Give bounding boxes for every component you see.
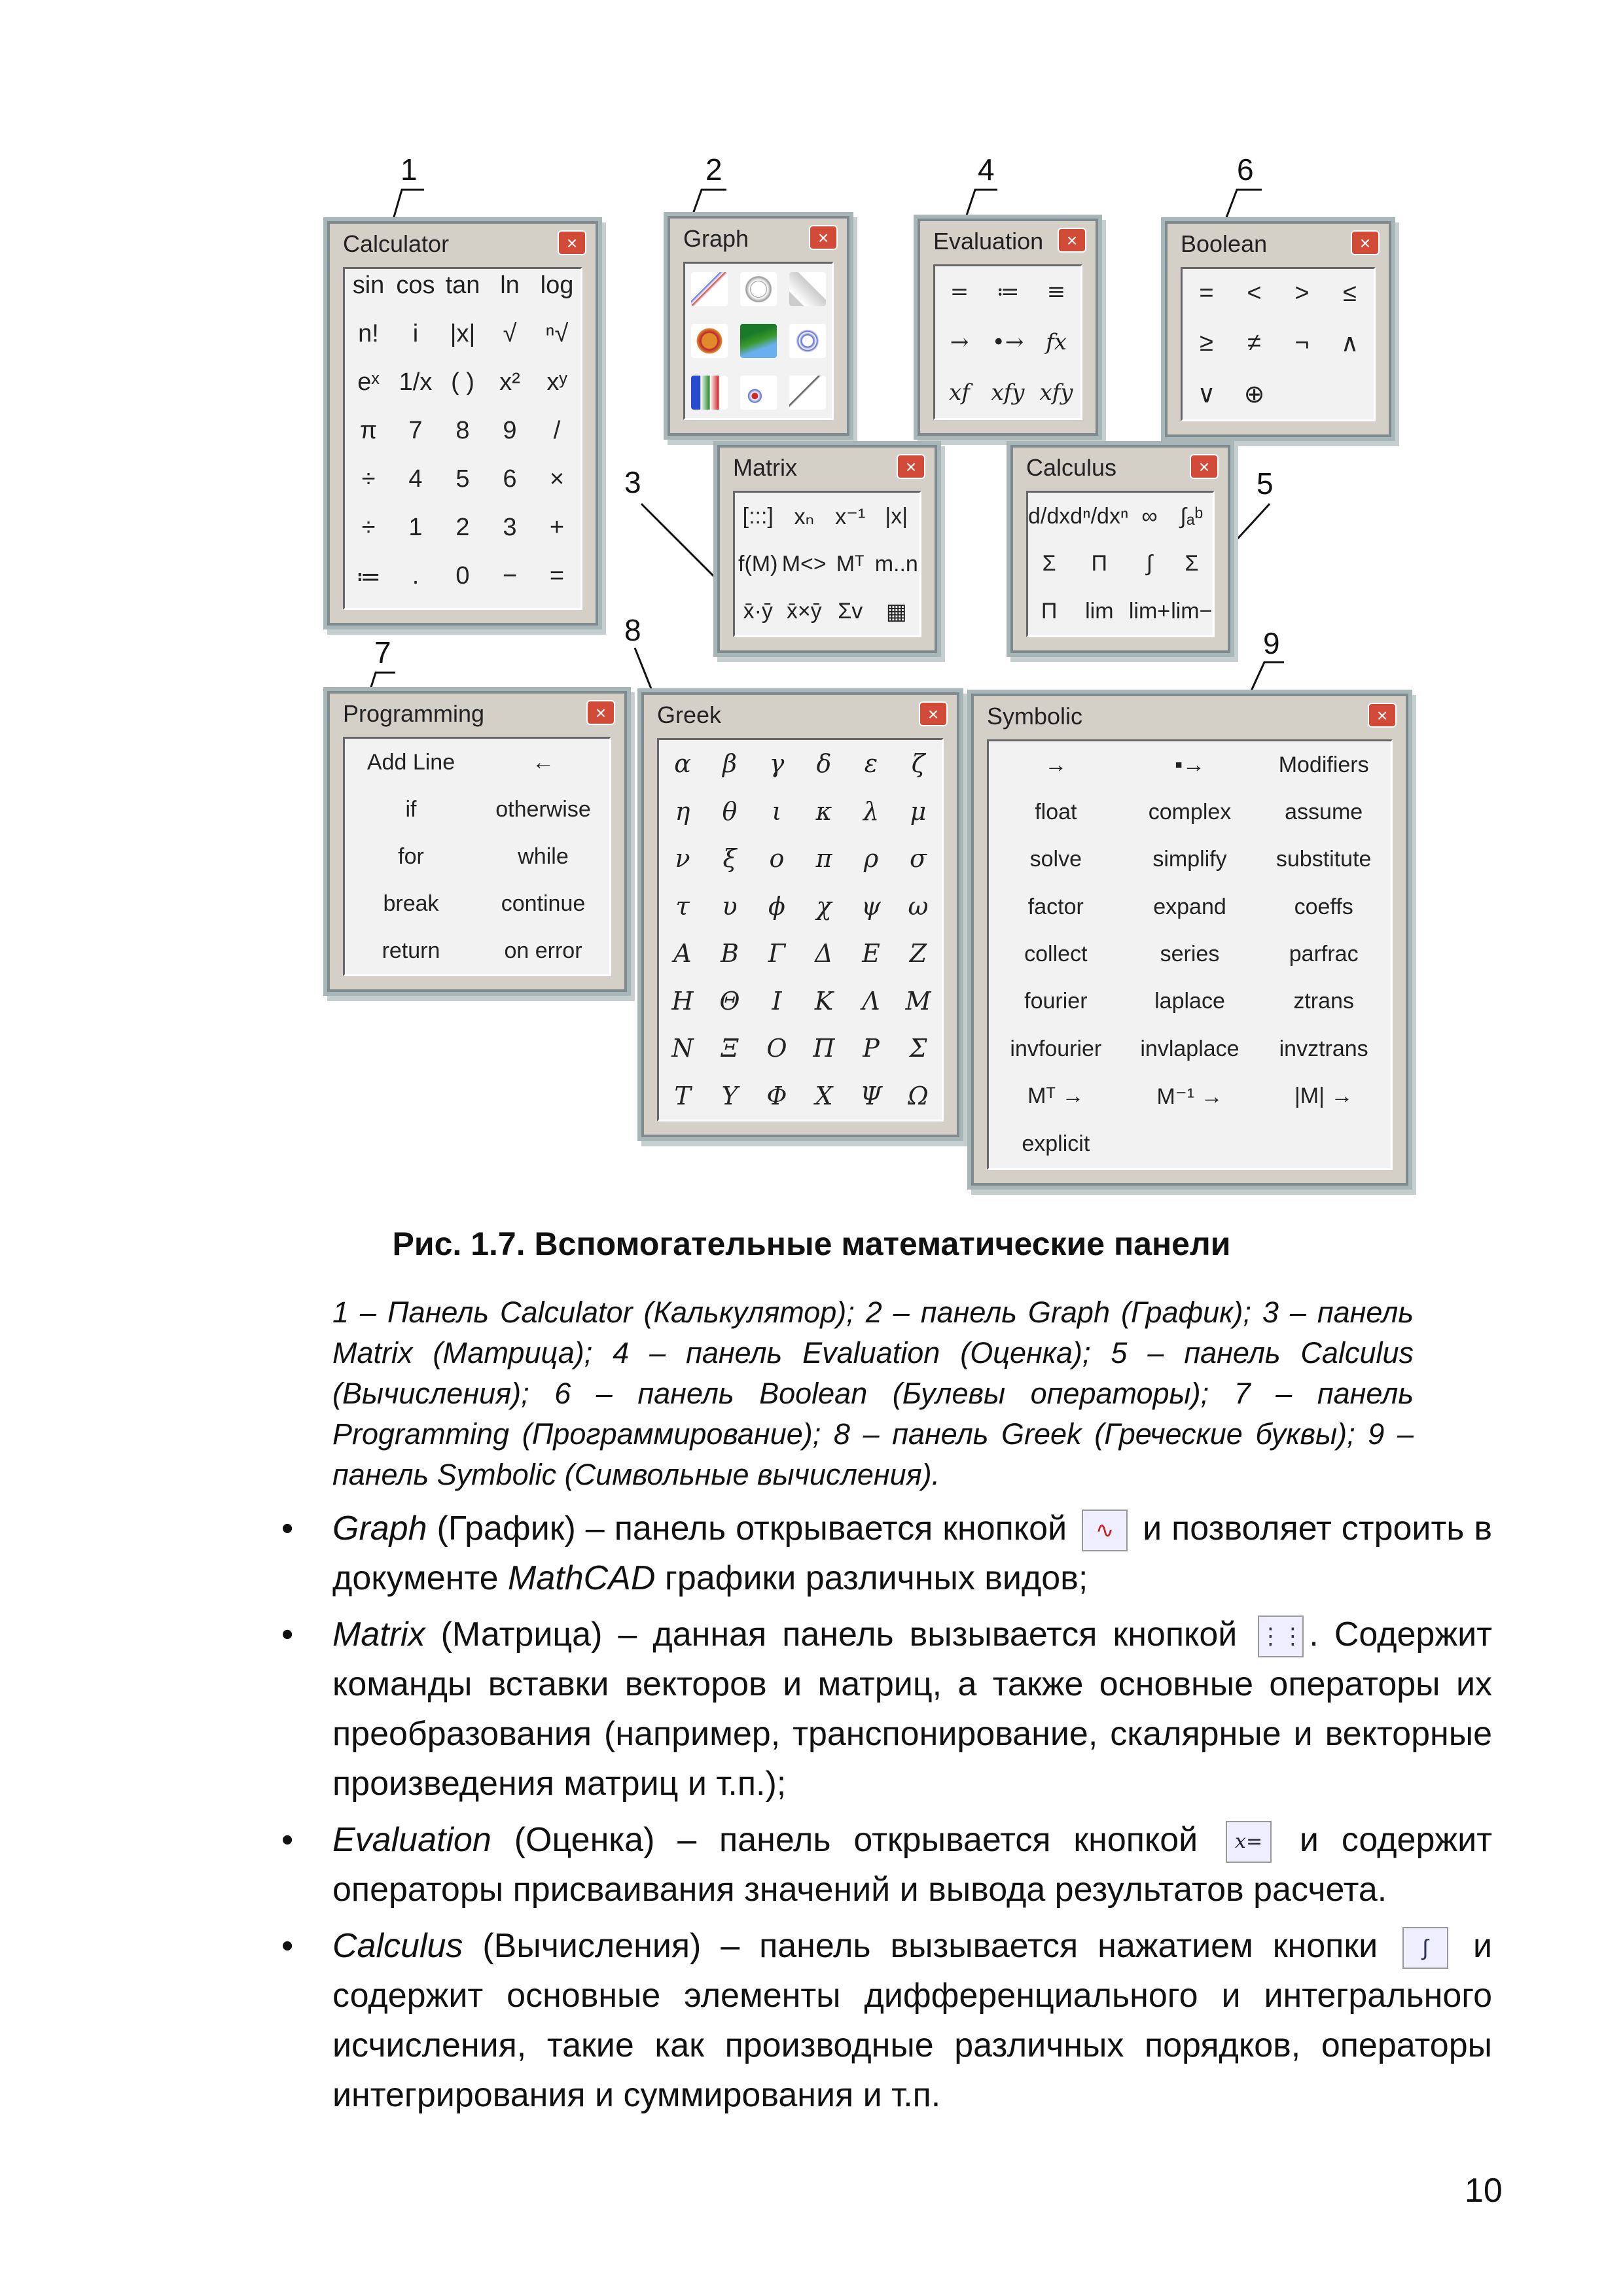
bool-key[interactable]: = <box>1199 279 1214 308</box>
programming-panel <box>327 691 627 992</box>
callout-5: 5 <box>1257 467 1274 501</box>
calc-key[interactable]: cos <box>396 272 435 299</box>
bullet-graph-text2: и позволяет строить в документе <box>332 1510 1492 1597</box>
eval-key[interactable]: = <box>950 278 969 305</box>
calculus-titlebar[interactable] <box>1013 448 1228 486</box>
prog-key[interactable]: for <box>398 843 424 869</box>
greek-key[interactable]: τ <box>675 891 690 921</box>
calc-key[interactable]: − <box>502 562 518 590</box>
evaluation-toolbar-icon: x= <box>1226 1821 1272 1863</box>
bool-key[interactable]: ≥ <box>1200 329 1213 357</box>
sym-key[interactable]: collect <box>1024 941 1088 966</box>
bullet-calculus <box>268 1921 1492 2120</box>
calc-key[interactable]: ln <box>500 272 520 299</box>
vector-field-icon[interactable] <box>789 324 826 358</box>
calc-key[interactable]: 5 <box>455 465 470 493</box>
sym-key[interactable]: fourier <box>1024 989 1088 1014</box>
calc-key[interactable]: 2 <box>455 514 470 541</box>
greek-title: Greek <box>657 701 722 728</box>
greek-key[interactable]: ξ <box>722 844 737 874</box>
scatter-plot-icon[interactable] <box>740 376 777 410</box>
page-number: 10 <box>1465 2172 1503 2210</box>
sym-key[interactable]: laplace <box>1154 989 1225 1014</box>
eval-key[interactable]: ≡ <box>1046 278 1066 305</box>
calculus-close-button[interactable]: × <box>1190 454 1219 479</box>
bullet-graph-term: Graph <box>332 1510 427 1547</box>
evaluation-panel <box>918 219 1098 436</box>
matrix-key[interactable]: ▦ <box>885 599 907 624</box>
symbolic-titlebar[interactable] <box>974 696 1406 734</box>
greek-key[interactable]: ε <box>864 749 878 779</box>
callout-7: 7 <box>374 635 391 669</box>
bullet-evaluation-text: (Оценка) – панель открывается кнопкой <box>491 1821 1198 1859</box>
calc-key[interactable]: 6 <box>503 465 517 493</box>
symbolic-close-button[interactable]: × <box>1368 703 1397 728</box>
matrix-keys <box>733 491 921 637</box>
greek-key[interactable]: υ <box>722 891 738 921</box>
calculus-key[interactable]: Σ <box>1185 551 1199 576</box>
greek-key[interactable]: β <box>722 749 737 779</box>
calc-key[interactable]: x² <box>499 368 520 396</box>
greek-key[interactable]: κ <box>815 796 832 826</box>
calc-key[interactable]: 0 <box>455 562 470 590</box>
prog-key[interactable]: on error <box>504 938 582 963</box>
greek-key[interactable]: Ρ <box>863 1034 880 1063</box>
bullet-matrix <box>268 1610 1492 1809</box>
sym-key[interactable]: complex <box>1148 799 1232 824</box>
sym-key[interactable]: solve <box>1029 847 1082 872</box>
greek-key[interactable]: Χ <box>815 1081 833 1110</box>
greek-key[interactable]: Ω <box>908 1081 929 1110</box>
matrix-key[interactable]: Mᵀ <box>836 551 865 576</box>
boolean-close-button[interactable]: × <box>1351 230 1380 255</box>
bool-key[interactable]: ⊕ <box>1243 380 1265 408</box>
calc-key[interactable]: π <box>359 417 378 444</box>
sym-key[interactable]: explicit <box>1022 1131 1090 1157</box>
calculator-keys <box>343 267 582 610</box>
programming-keys <box>343 737 611 976</box>
bullet-calculus-text: (Вычисления) – панель вызывается нажатием кнопки <box>463 1927 1378 1965</box>
greek-key[interactable]: ψ <box>861 891 881 921</box>
matrix-key[interactable]: |x| <box>885 504 908 529</box>
bullet-matrix-text2: . Содержит команды вставки векторов и матриц, а также основные операторы их преобразования (например, транспонирование, скалярные и векторные произведения матриц и т.п.); <box>332 1616 1493 1803</box>
matrix-key[interactable]: m..n <box>874 551 918 576</box>
graph-titlebar[interactable] <box>670 219 847 256</box>
calculus-key[interactable]: ∫ₐᵇ <box>1180 503 1204 529</box>
boolean-titlebar[interactable] <box>1168 224 1389 262</box>
eval-key[interactable]: xfy <box>991 380 1025 406</box>
sym-key[interactable]: expand <box>1153 894 1226 919</box>
calc-key[interactable]: sin <box>352 272 385 299</box>
calc-key[interactable]: n! <box>358 320 379 347</box>
figure-caption: Рис. 1.7. Вспомогательные математические панели <box>392 1226 1231 1262</box>
calculus-title: Calculus <box>1026 454 1117 481</box>
greek-key[interactable]: Λ <box>862 986 880 1016</box>
greek-key[interactable]: Τ <box>674 1081 691 1110</box>
greek-key[interactable]: θ <box>722 796 738 826</box>
symbolic-title: Symbolic <box>987 703 1083 730</box>
calculus-key[interactable]: Π <box>1091 551 1108 576</box>
calculus-key[interactable]: lim+ <box>1128 599 1171 624</box>
matrix-key[interactable]: xₙ <box>794 504 815 529</box>
calc-key[interactable]: ⁿ√ <box>545 320 569 347</box>
prog-key[interactable]: break <box>383 891 439 916</box>
calc-key[interactable]: 1/x <box>399 368 433 396</box>
sym-key[interactable]: invlaplace <box>1140 1036 1240 1061</box>
calc-key[interactable]: . <box>412 562 419 590</box>
calc-key[interactable]: xʸ <box>546 368 567 396</box>
calc-key[interactable]: |x| <box>450 320 476 347</box>
graph-toolbar-icon: ∿ <box>1082 1510 1128 1551</box>
greek-key[interactable]: Α <box>673 939 692 968</box>
bool-key[interactable]: ∨ <box>1197 380 1216 408</box>
bullet-graph-app: MathCAD <box>508 1559 656 1597</box>
sym-key[interactable]: float <box>1035 799 1077 824</box>
3d-bar-icon[interactable] <box>691 376 728 410</box>
greek-key[interactable]: ν <box>675 844 690 874</box>
calculus-key[interactable]: lim− <box>1171 599 1213 624</box>
sym-key[interactable]: M⁻¹ → <box>1156 1084 1223 1109</box>
bullet-evaluation-term: Evaluation <box>332 1821 491 1859</box>
greek-key[interactable]: Ε <box>862 939 880 968</box>
leader-3 <box>641 504 726 589</box>
greek-key[interactable]: δ <box>816 749 832 779</box>
sym-key[interactable]: parfrac <box>1289 941 1359 966</box>
sym-key[interactable]: simplify <box>1152 847 1227 872</box>
figure-legend: 1 – Панель Calculator (Калькулятор); 2 – панель Graph (График); 3 – панель Matrix (Матрица); 4 – панель Evaluation (Оценка); 5 – панель Calculus (Вычисления); 6 – панель Boolean (Булевы операторы); 7 – панель Programming (Программирование); 8 – панель Greek (Греческие буквы); 9 – панель Symbolic (Символьные вычисления). <box>332 1296 1414 1491</box>
surface-plot-icon[interactable] <box>789 272 826 306</box>
bool-key[interactable]: < <box>1247 279 1262 308</box>
eval-key[interactable]: → <box>950 328 969 355</box>
graph-panel <box>668 216 849 436</box>
bullet-evaluation-text2: и содержит операторы присваивания значений и вывода результатов расчета. <box>332 1821 1493 1909</box>
greek-key[interactable]: Θ <box>719 986 740 1016</box>
calc-key[interactable]: / <box>553 417 561 444</box>
bullet-graph-text: (График) – панель открывается кнопкой <box>427 1510 1067 1547</box>
bool-key[interactable]: > <box>1294 279 1310 308</box>
calc-key[interactable]: × <box>549 465 565 493</box>
greek-key[interactable]: ρ <box>863 844 879 874</box>
greek-close-button[interactable]: × <box>919 701 948 726</box>
evaluation-titlebar[interactable] <box>920 221 1096 259</box>
bullet-dot: • <box>281 1821 294 1859</box>
greek-titlebar[interactable] <box>644 695 957 733</box>
calc-key[interactable]: 4 <box>408 465 423 493</box>
callout-8: 8 <box>624 613 641 647</box>
matrix-key[interactable]: x⁻¹ <box>835 504 866 529</box>
greek-key[interactable]: Ν <box>671 1034 694 1063</box>
greek-panel <box>641 692 959 1137</box>
prog-key[interactable]: Add Line <box>366 749 455 775</box>
programming-titlebar[interactable] <box>330 694 624 732</box>
bullet-graph-text3: графики различных видов; <box>664 1559 1088 1597</box>
calculator-titlebar[interactable] <box>330 224 596 262</box>
contour-plot-icon[interactable] <box>691 324 728 358</box>
calculus-panel <box>1010 445 1230 653</box>
graph-close-button[interactable]: × <box>809 225 838 250</box>
calc-key[interactable]: eˣ <box>357 368 380 396</box>
calc-key[interactable]: 3 <box>503 514 517 541</box>
xy-plot-icon[interactable] <box>691 272 728 306</box>
bullet-dot: • <box>281 1510 294 1547</box>
sym-key[interactable]: Mᵀ → <box>1027 1084 1084 1109</box>
prog-key[interactable]: if <box>405 796 417 822</box>
evaluation-close-button[interactable]: × <box>1058 228 1086 253</box>
matrix-key[interactable]: [:::] <box>742 504 774 529</box>
greek-key[interactable]: Υ <box>721 1081 738 1110</box>
bullet-graph <box>268 1504 1492 1603</box>
prog-key[interactable]: otherwise <box>495 796 591 822</box>
calculator-close-button[interactable]: × <box>558 230 586 255</box>
calc-key[interactable]: ÷ <box>361 465 376 493</box>
matrix-toolbar-icon: ⋮⋮ <box>1258 1616 1304 1657</box>
sym-key[interactable]: factor <box>1027 894 1084 919</box>
boolean-title: Boolean <box>1181 230 1268 257</box>
greek-key[interactable]: Μ <box>905 986 931 1016</box>
greek-key[interactable]: Η <box>671 986 694 1016</box>
matrix-key[interactable]: x̄·ȳ <box>743 599 773 624</box>
sym-key[interactable]: ztrans <box>1293 989 1354 1014</box>
programming-title: Programming <box>343 700 485 727</box>
zoom-icon[interactable] <box>789 376 826 410</box>
greek-key[interactable]: μ <box>910 796 927 826</box>
calc-key[interactable]: i <box>412 320 419 347</box>
calculator-panel <box>327 221 598 626</box>
eval-key[interactable]: ≔ <box>996 278 1020 305</box>
calc-key[interactable]: + <box>549 514 565 541</box>
matrix-title: Matrix <box>733 454 797 481</box>
greek-key[interactable]: Σ <box>909 1034 927 1063</box>
evaluation-title: Evaluation <box>933 228 1044 255</box>
callout-4: 4 <box>978 152 995 186</box>
greek-key[interactable]: λ <box>863 796 880 826</box>
calc-key[interactable]: ( ) <box>451 368 474 396</box>
calculus-keys <box>1026 491 1215 637</box>
calculus-key[interactable]: d/dx <box>1028 503 1071 529</box>
calc-key[interactable]: 7 <box>408 417 423 444</box>
calc-key[interactable]: tan <box>445 272 480 299</box>
greek-key[interactable]: Β <box>721 939 739 968</box>
boolean-panel <box>1165 221 1391 437</box>
prog-key[interactable]: return <box>382 938 440 963</box>
bool-key[interactable]: ¬ <box>1294 329 1310 357</box>
greek-key[interactable]: Ξ <box>721 1034 739 1063</box>
sym-key[interactable]: |M| → <box>1294 1084 1353 1109</box>
sym-key[interactable]: → <box>1044 752 1067 777</box>
calc-key[interactable]: = <box>549 562 565 590</box>
graph-title: Graph <box>683 225 749 252</box>
callout-9: 9 <box>1263 626 1280 660</box>
calc-key[interactable]: 9 <box>503 417 517 444</box>
matrix-key[interactable]: M<> <box>781 551 827 576</box>
matrix-key[interactable]: Σv <box>838 599 863 624</box>
sym-key[interactable]: Modifiers <box>1278 752 1369 777</box>
matrix-close-button[interactable]: × <box>897 454 925 479</box>
callout-2: 2 <box>705 152 722 186</box>
calculus-toolbar-icon: ∫ <box>1402 1927 1448 1969</box>
greek-key[interactable]: γ <box>769 749 785 779</box>
greek-key[interactable]: Ο <box>766 1034 787 1063</box>
greek-key[interactable]: Φ <box>766 1081 787 1110</box>
bool-key[interactable]: ≠ <box>1247 329 1261 357</box>
greek-key[interactable]: χ <box>816 891 832 921</box>
greek-key[interactable]: ο <box>769 844 785 874</box>
greek-key[interactable]: Ι <box>772 986 782 1016</box>
bullet-dot: • <box>281 1927 294 1965</box>
bullet-dot: • <box>281 1616 294 1653</box>
bullet-evaluation <box>268 1815 1492 1915</box>
greek-key[interactable]: π <box>815 844 832 874</box>
sym-key[interactable]: coeffs <box>1294 894 1353 919</box>
prog-key[interactable]: continue <box>501 891 586 916</box>
calc-key[interactable]: 8 <box>455 417 470 444</box>
eval-key[interactable]: xf <box>949 380 970 406</box>
greek-key[interactable]: ω <box>908 891 929 921</box>
sym-key[interactable]: series <box>1160 941 1220 966</box>
sym-key[interactable]: ▪→ <box>1174 752 1205 777</box>
greek-keys <box>657 738 944 1122</box>
matrix-panel <box>717 445 937 653</box>
evaluation-keys <box>933 264 1082 420</box>
symbolic-keys <box>987 739 1393 1170</box>
calculus-key[interactable]: lim <box>1085 599 1114 624</box>
greek-key[interactable]: η <box>675 796 690 826</box>
greek-key[interactable]: Π <box>813 1034 835 1063</box>
sym-key[interactable]: invztrans <box>1279 1036 1368 1061</box>
graph-buttons <box>683 262 834 420</box>
bullet-matrix-text: (Матрица) – данная панель вызывается кнопкой <box>425 1616 1238 1653</box>
calc-key[interactable]: 1 <box>408 514 423 541</box>
calculus-key[interactable]: ∫ <box>1146 551 1153 576</box>
greek-key[interactable]: Ψ <box>860 1081 882 1110</box>
matrix-titlebar[interactable] <box>720 448 935 486</box>
matrix-key[interactable]: x̄×ȳ <box>786 599 822 624</box>
greek-key[interactable]: σ <box>910 844 927 874</box>
eval-key[interactable]: •→ <box>991 328 1024 355</box>
calculus-key[interactable]: Π <box>1041 599 1058 624</box>
sym-key[interactable]: assume <box>1285 799 1363 824</box>
sym-key[interactable]: substitute <box>1275 847 1372 872</box>
calculus-key[interactable]: dⁿ/dxⁿ <box>1070 503 1129 529</box>
programming-close-button[interactable]: × <box>586 700 615 725</box>
polar-plot-icon[interactable] <box>740 272 777 306</box>
calc-key[interactable]: ≔ <box>356 563 381 591</box>
eval-key[interactable]: xfy <box>1039 380 1073 406</box>
greek-key[interactable]: Γ <box>768 939 786 968</box>
calc-key[interactable]: √ <box>503 320 517 347</box>
prog-key[interactable]: ← <box>532 749 554 775</box>
greek-key[interactable]: α <box>674 749 691 779</box>
callout-6: 6 <box>1237 152 1254 186</box>
callout-1: 1 <box>401 152 418 186</box>
bullet-calculus-term: Calculus <box>332 1927 463 1965</box>
greek-key[interactable]: ι <box>772 796 782 826</box>
greek-key[interactable]: Δ <box>815 939 833 968</box>
bullet-matrix-term: Matrix <box>332 1616 425 1653</box>
calc-key[interactable]: ÷ <box>361 514 376 541</box>
calculus-key[interactable]: ∞ <box>1141 503 1158 529</box>
greek-key[interactable]: ϕ <box>768 891 785 921</box>
calculus-key[interactable]: Σ <box>1042 551 1056 576</box>
bool-key[interactable]: ∧ <box>1340 330 1359 358</box>
symbolic-panel <box>971 694 1408 1186</box>
boolean-keys <box>1181 267 1376 421</box>
calc-key[interactable]: log <box>540 272 574 299</box>
eval-key[interactable]: fx <box>1046 328 1067 355</box>
prog-key[interactable]: while <box>518 843 569 869</box>
bullet-calculus-text2: и содержит основные элементы дифференциального и интегрального исчисления, такие как производные различных порядков, операторы интегрирования и суммирования и т.п. <box>332 1927 1492 2114</box>
callout-3: 3 <box>624 465 641 499</box>
greek-key[interactable]: ζ <box>911 749 925 779</box>
sym-key[interactable]: invfourier <box>1010 1036 1102 1061</box>
3d-scatter-icon[interactable] <box>740 324 777 358</box>
bullet-list <box>268 1504 1492 2127</box>
matrix-key[interactable]: f(M) <box>738 551 778 576</box>
greek-key[interactable]: Κ <box>814 986 834 1016</box>
calculator-title: Calculator <box>343 230 450 257</box>
greek-key[interactable]: Ζ <box>909 939 927 968</box>
bool-key[interactable]: ≤ <box>1343 279 1357 308</box>
